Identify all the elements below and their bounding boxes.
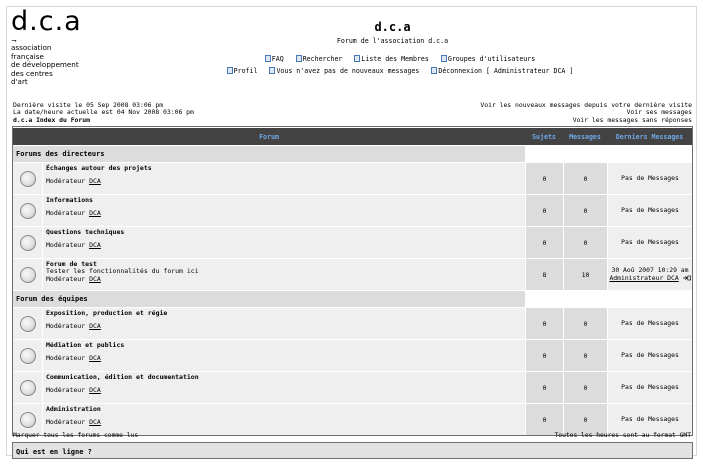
forum-status [13, 372, 43, 403]
last-post: Pas de Messages [607, 195, 692, 226]
timezone-note: Toutes les heures sont au format GMT [554, 432, 691, 439]
forum-table [12, 126, 693, 436]
posts-count: 0 [563, 404, 607, 435]
moderator-label: Modérateur [46, 209, 86, 218]
moderator [46, 419, 525, 426]
moderator [46, 242, 525, 249]
current-time: La date/heure actuelle est 04 Nov 2008 03:06 pm [13, 108, 194, 117]
moderator-link[interactable]: DCA [89, 209, 101, 218]
moderator-label: Modérateur [46, 386, 86, 395]
forum-info [43, 404, 525, 435]
category-row [13, 145, 692, 162]
new-messages-link[interactable]: Voir les nouveaux messages depuis votre dernière visite [480, 101, 692, 109]
category-row [13, 290, 692, 307]
moderator [46, 210, 525, 217]
forum-status [13, 308, 43, 339]
posts-count: 0 [563, 195, 607, 226]
moderator-link[interactable]: DCA [89, 386, 101, 395]
topics-count: 0 [525, 404, 563, 435]
table-row [13, 258, 692, 290]
nav-members-label: Liste des Membres [361, 55, 429, 63]
moderator-link[interactable]: DCA [89, 274, 101, 283]
folder-icon [20, 348, 36, 364]
forum-status [13, 340, 43, 371]
profile-icon [227, 67, 233, 74]
folder-icon [20, 203, 36, 219]
logo-tick: ¬ [11, 37, 17, 45]
forum-index-link[interactable]: d.c.a Index du Forum [13, 115, 90, 124]
moderator-label: Modérateur [46, 354, 86, 363]
header-sujets: Sujets [532, 132, 556, 141]
category-blank [525, 291, 692, 307]
folder-icon [20, 171, 36, 187]
forum-name[interactable]: Questions techniques [46, 228, 125, 236]
site-title: d.c.a [374, 20, 411, 34]
last-post [607, 259, 692, 290]
last-post-author-line [609, 275, 690, 283]
table-row [13, 371, 692, 403]
header-last: Derniers Messages [615, 132, 684, 141]
nav-profile-label: Profil [233, 67, 258, 75]
moderator [46, 355, 525, 362]
nav-messages[interactable] [269, 67, 419, 75]
moderator-link[interactable]: DCA [89, 241, 101, 250]
last-visit: Dernière visite le 05 Sep 2008 03:06 pm [13, 101, 164, 109]
logo-line: française [11, 51, 44, 61]
go-to-post-icon[interactable] [683, 275, 691, 281]
topics-count: 0 [525, 308, 563, 339]
last-post: Pas de Messages [607, 404, 692, 435]
logo-subtitle [11, 44, 82, 87]
moderator [46, 387, 525, 394]
folder-icon [20, 412, 36, 428]
moderator-link[interactable]: DCA [89, 322, 101, 331]
nav-messages-label: Vous n'avez pas de nouveaux messages [276, 67, 420, 75]
last-post: Pas de Messages [607, 227, 692, 258]
site-description: Forum de l'association d.c.a [336, 37, 449, 45]
posts-count: 0 [563, 308, 607, 339]
topics-count: 0 [525, 372, 563, 403]
logout-icon [431, 67, 437, 74]
topics-count: 0 [525, 227, 563, 258]
nav-faq-label: FAQ [271, 55, 284, 63]
members-icon [354, 55, 360, 62]
table-header [13, 127, 692, 145]
last-post-author[interactable]: Administrateur DCA [609, 273, 679, 282]
faq-icon [265, 55, 271, 62]
moderator-label: Modérateur [46, 274, 86, 283]
nav-logout-label: Déconnexion [ Administrateur DCA ] [438, 67, 574, 75]
forum-name[interactable]: Forum de test [46, 260, 97, 268]
forum-name[interactable]: Exposition, production et régie [46, 309, 168, 317]
moderator-label: Modérateur [46, 177, 86, 186]
category-blank [525, 146, 692, 162]
forum-status [13, 259, 43, 290]
search-icon [296, 55, 302, 62]
folder-icon [20, 380, 36, 396]
posts-count: 0 [563, 340, 607, 371]
nav-logout[interactable] [431, 67, 573, 75]
posts-count: 0 [563, 372, 607, 403]
forum-info [43, 340, 525, 371]
nav-search[interactable] [296, 55, 343, 63]
forum-info [43, 372, 525, 403]
moderator [46, 276, 525, 283]
moderator-label: Modérateur [46, 322, 86, 331]
folder-icon [20, 267, 36, 283]
category-directeurs[interactable]: Forums des directeurs [13, 146, 525, 162]
forum-status [13, 163, 43, 194]
logo-line: de développement [11, 60, 79, 70]
forum-info [43, 227, 525, 258]
header-forum: Forum [259, 132, 279, 141]
nav-row-bottom [150, 67, 650, 75]
nav-profile[interactable] [227, 67, 258, 75]
category-equipes[interactable]: Forum des équipes [13, 291, 525, 307]
posts-count: 0 [563, 163, 607, 194]
nav-faq[interactable] [265, 55, 284, 63]
forum-name[interactable]: Médiation et publics [46, 341, 125, 349]
forum-name[interactable]: Administration [46, 405, 101, 413]
moderator-link[interactable]: DCA [89, 177, 101, 186]
topics-count: 0 [525, 163, 563, 194]
last-post: Pas de Messages [607, 163, 692, 194]
logo-line: des centres [11, 68, 53, 78]
last-post-date: 30 Aoû 2007 10:29 am [611, 266, 689, 274]
search-links [480, 102, 692, 124]
forum-name[interactable]: Échanges autour des projets [46, 164, 152, 172]
logo-line: d'art [11, 77, 28, 87]
moderator [46, 323, 525, 330]
topics-count: 8 [525, 259, 563, 290]
who-is-online-header: Qui est en ligne ? [12, 442, 693, 459]
folder-icon [20, 316, 36, 332]
table-row [13, 403, 692, 435]
session-info [13, 102, 194, 124]
forum-name[interactable]: Informations [46, 196, 93, 204]
moderator-label: Modérateur [46, 241, 86, 250]
forum-name[interactable]: Communication, édition et documentation [46, 373, 199, 381]
forum-info [43, 259, 525, 290]
forum-status [13, 404, 43, 435]
nav-search-label: Rechercher [302, 55, 343, 63]
nav-groups-label: Groupes d'utilisateurs [447, 55, 536, 63]
forum-info [43, 163, 525, 194]
table-row [13, 307, 692, 339]
forum-status [13, 195, 43, 226]
topics-count: 0 [525, 340, 563, 371]
groups-icon [441, 55, 447, 62]
last-post: Pas de Messages [607, 372, 692, 403]
header-messages: Messages [569, 132, 601, 141]
forum-info [43, 308, 525, 339]
mark-all-read-link[interactable]: Marquer tous les forums comme lus [13, 432, 139, 439]
posts-count: 0 [563, 227, 607, 258]
nav-groups[interactable] [441, 55, 535, 63]
posts-count: 10 [563, 259, 607, 290]
forum-status [13, 227, 43, 258]
nav-row-top [150, 55, 650, 63]
last-post: Pas de Messages [607, 308, 692, 339]
nav-members[interactable] [354, 55, 429, 63]
moderator-link[interactable]: DCA [89, 418, 101, 427]
messages-icon [269, 67, 275, 74]
moderator-link[interactable]: DCA [89, 354, 101, 363]
unanswered-link[interactable]: Voir les messages sans réponses [572, 115, 692, 124]
last-post: Pas de Messages [607, 340, 692, 371]
table-row [13, 194, 692, 226]
moderator [46, 178, 525, 185]
logo-title: d.c.a [11, 6, 82, 37]
forum-info [43, 195, 525, 226]
topics-count: 0 [525, 195, 563, 226]
logo[interactable] [11, 8, 82, 87]
table-row [13, 162, 692, 194]
logo-line: association [11, 43, 52, 52]
table-row [13, 226, 692, 258]
table-row [13, 339, 692, 371]
own-messages-link[interactable]: Voir ses messages [626, 108, 692, 117]
moderator-label: Modérateur [46, 418, 86, 427]
forum-description: Tester les fonctionnalités du forum ici [46, 267, 199, 276]
folder-icon [20, 235, 36, 251]
